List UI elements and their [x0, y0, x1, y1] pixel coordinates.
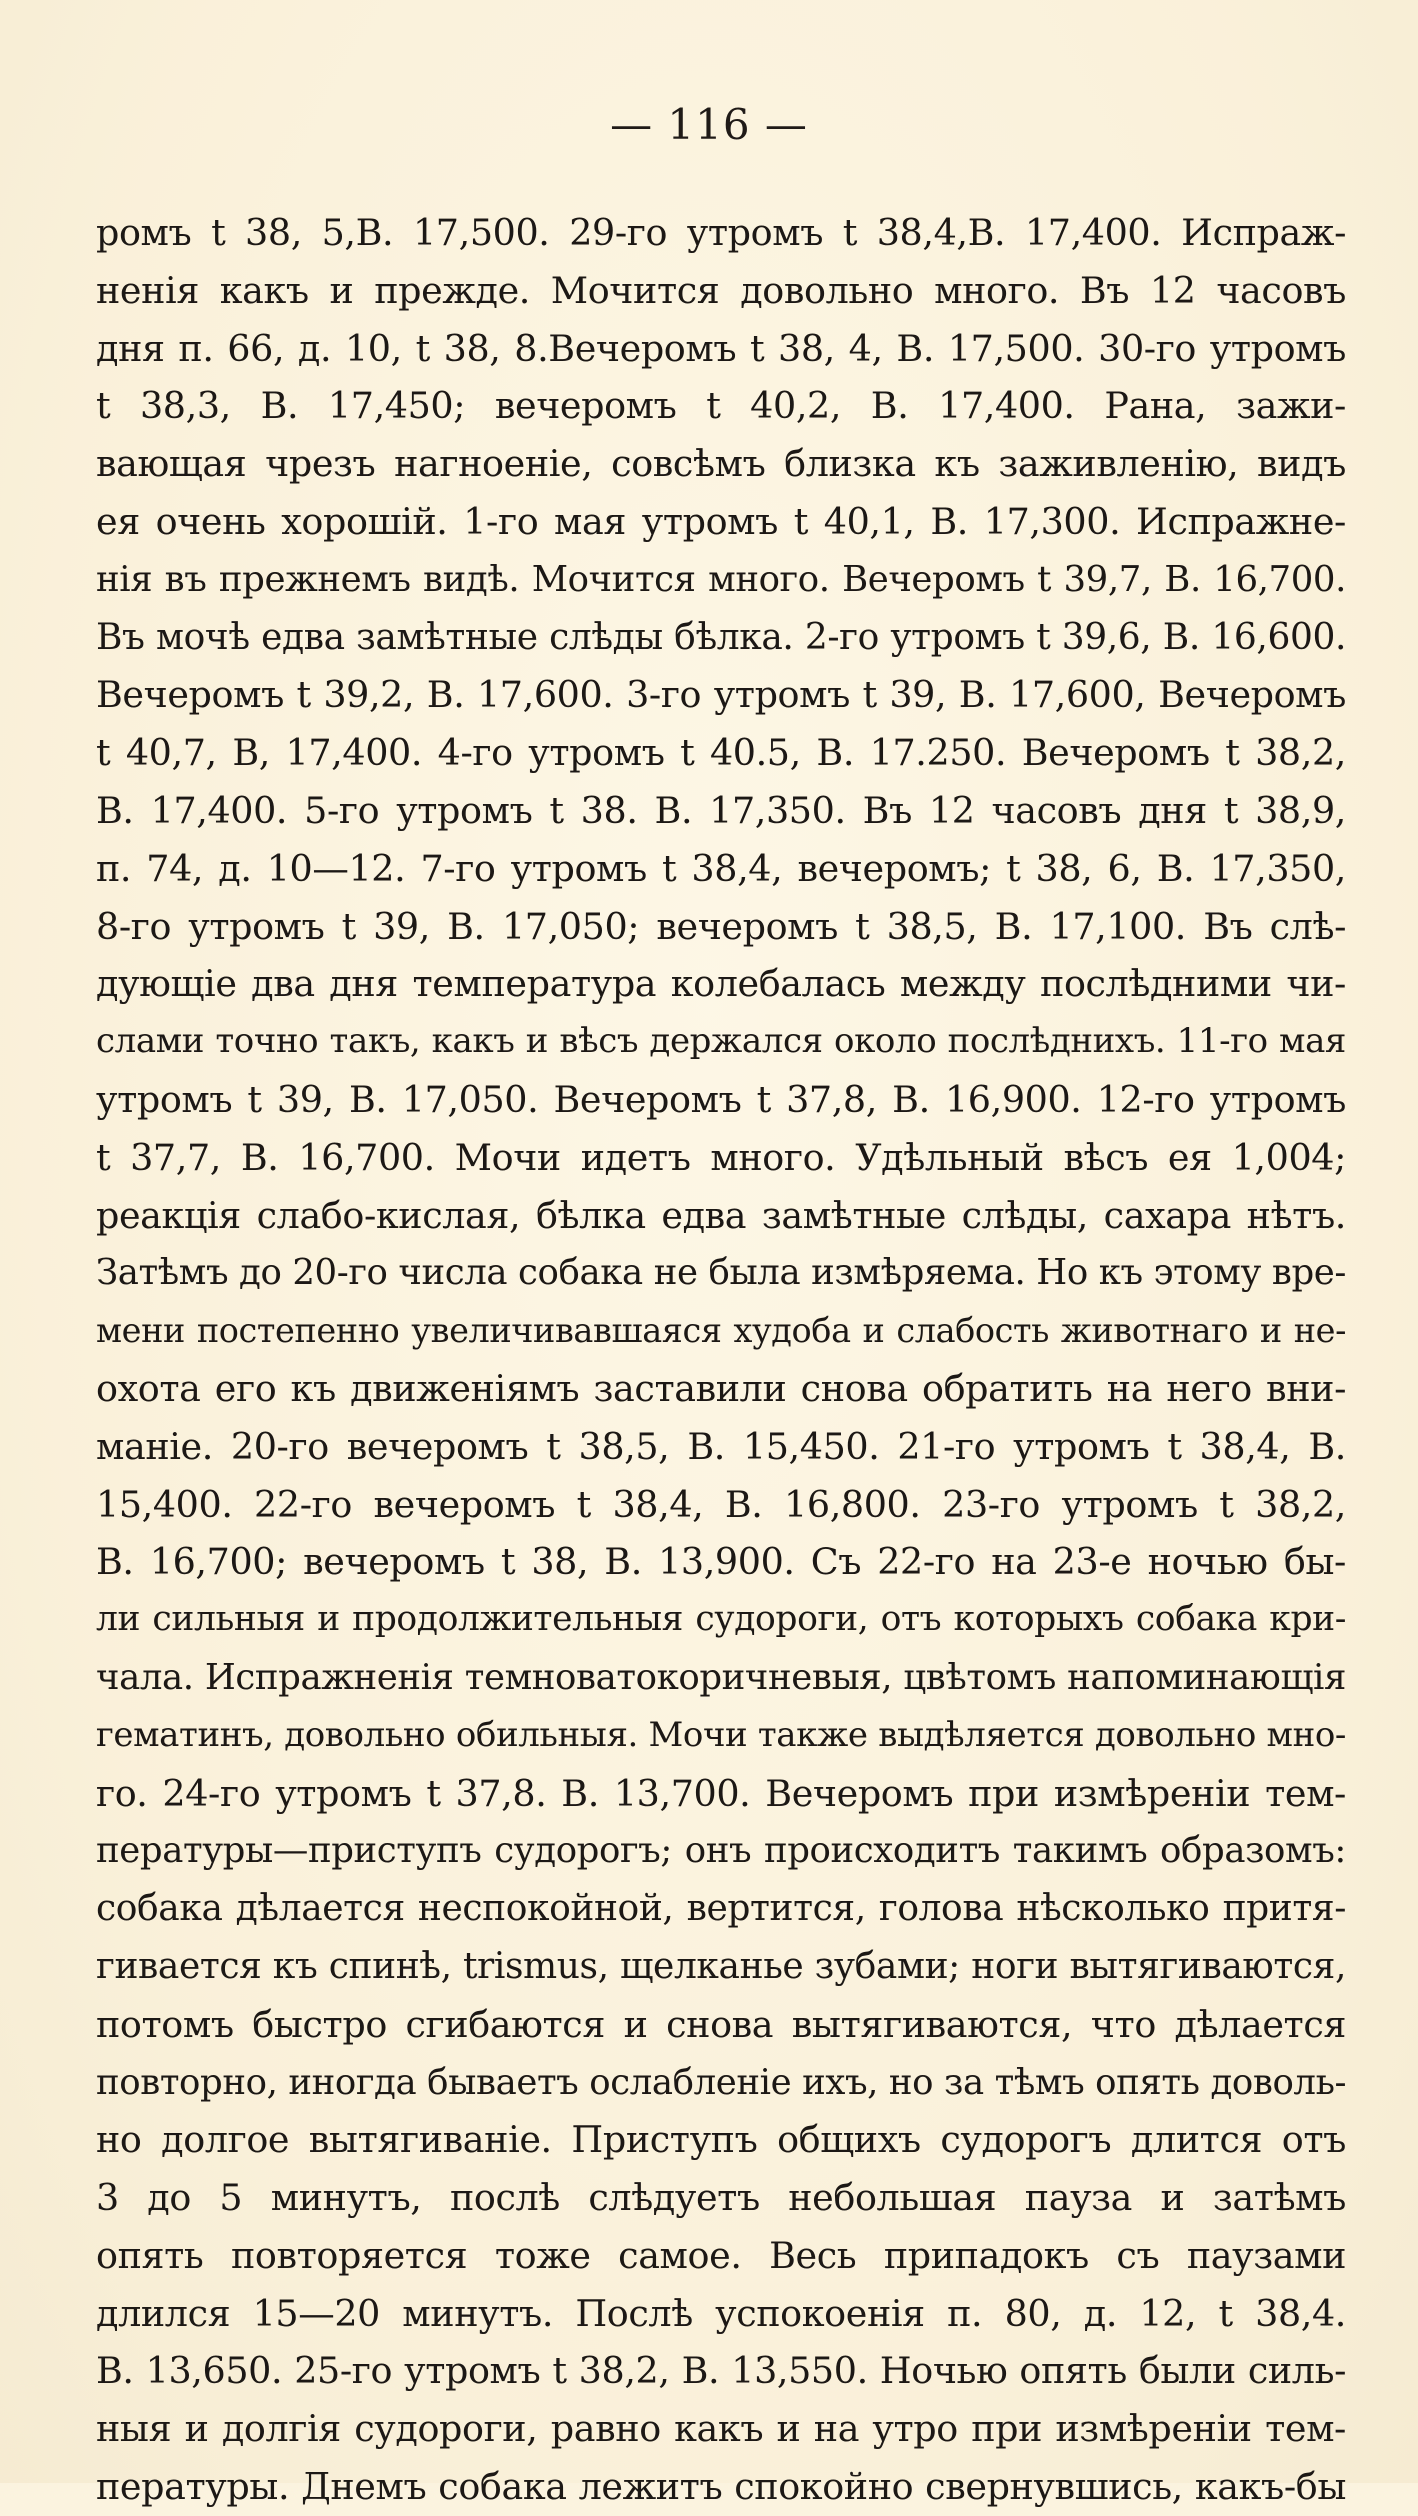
text-line: пературы—приступъ судорогъ; онъ происходитъ такимъ образомъ: — [96, 1830, 1346, 1872]
text-line: 3 до 5 минутъ, послѣ слѣдуетъ небольшая пауза и затѣмъ — [96, 2176, 1346, 2220]
text-line: но долгое вытягиваніе. Приступъ общихъ судорогъ длится отъ — [96, 2118, 1346, 2162]
body-text — [96, 204, 1346, 2516]
text-line: утромъ t 39, B. 17,050. Вечеромъ t 37,8, B. 16,900. 12-го утромъ — [96, 1077, 1346, 1121]
text-line: Вечеромъ t 39,2, B. 17,600. 3-го утромъ t 39, B. 17,600, Вечеромъ — [96, 673, 1346, 717]
text-line: мени постепенно увеличивавшаяся худоба и слабость животнаго и не- — [96, 1311, 1346, 1351]
text-line: 15,400. 22-го вечеромъ t 38,4, B. 16,800. 23-го утромъ t 38,2, — [96, 1482, 1346, 1526]
text-line: нія въ прежнемъ видѣ. Мочится много. Вечеромъ t 39,7, B. 16,700. — [96, 558, 1346, 600]
text-line: Въ мочѣ едва замѣтные слѣды бѣлка. 2-го утромъ t 39,6, B. 16,600. — [96, 616, 1346, 658]
text-line: охота его къ движеніямъ заставили снова обратить на него вни- — [96, 1366, 1346, 1410]
text-line: п. 74, д. 10—12. 7-го утромъ t 38,4, вечеромъ; t 38, 6, В. 17,350, — [96, 846, 1346, 890]
text-line: реакція слабо-кислая, бѣлка едва замѣтные слѣды, сахара нѣтъ. — [96, 1193, 1346, 1237]
text-line: Затѣмъ до 20-го числа собака не была измѣряема. Но къ этому вре- — [96, 1252, 1346, 1294]
text-line: В. 16,700; вечеромъ t 38, B. 13,900. Съ 22-го на 23-е ночью бы- — [96, 1540, 1346, 1584]
text-line: собака дѣлается неспокойной, вертится, голова нѣсколько притя- — [96, 1888, 1346, 1930]
text-line: дня п. 66, д. 10, t 38, 8.Вечеромъ t 38, 4, B. 17,500. 30-го утромъ — [96, 326, 1346, 370]
text-line: t 37,7, В. 16,700. Мочи идетъ много. Удѣльный вѣсъ ея 1,004; — [96, 1135, 1346, 1179]
text-line: дующіе два дня температура колебалась между послѣдними чи- — [96, 962, 1346, 1006]
page-number: — 116 — — [610, 100, 808, 149]
text-line: гематинъ, довольно обильныя. Мочи также выдѣляется довольно мно- — [96, 1714, 1346, 1755]
text-line: повторно, иногда бываетъ ослабленіе ихъ, но за тѣмъ опять доволь- — [96, 2061, 1346, 2103]
text-line: чала. Испражненія темноватокоричневыя, цвѣтомъ напоминающія — [96, 1656, 1346, 1698]
text-line: слами точно такъ, какъ и вѣсъ держался около послѣднихъ. 11-го мая — [96, 1021, 1346, 1062]
text-line: 8-го утромъ t 39, В. 17,050; вечеромъ t 38,5, В. 17,100. Въ слѣ- — [96, 904, 1346, 948]
text-line: длился 15—20 минутъ. Послѣ успокоенія п. 80, д. 12, t 38,4. — [96, 2291, 1346, 2335]
text-line: ромъ t 38, 5,B. 17,500. 29-го утромъ t 38,4,B. 17,400. Испраж- — [96, 211, 1346, 254]
text-line: пературы. Днемъ собака лежитъ спокойно свернувшись, какъ-бы — [96, 2465, 1346, 2509]
text-line: гивается къ спинѣ, trismus, щелканье зубами; ноги вытягиваются, — [96, 1945, 1346, 1987]
text-line: вающая чрезъ нагноеніе, совсѣмъ близка къ заживленію, видъ — [96, 442, 1346, 486]
text-line: ненія какъ и прежде. Мочится довольно много. Въ 12 часовъ — [96, 268, 1346, 312]
text-line: ли сильныя и продолжительныя судороги, отъ которыхъ собака кри- — [96, 1599, 1346, 1640]
text-line: В. 13,650. 25-го утромъ t 38,2, B. 13,550. Ночью опять были силь- — [96, 2349, 1346, 2393]
text-line: t 40,7, B, 17,400. 4-го утромъ t 40.5, B. 17.250. Вечеромъ t 38,2, — [96, 731, 1346, 775]
text-line: опять повторяется тоже самое. Весь припадокъ съ паузами — [96, 2233, 1346, 2277]
text-line: ныя и долгія судороги, равно какъ и на утро при измѣреніи тем- — [96, 2407, 1346, 2451]
text-line: ея очень хорошій. 1-го мая утромъ t 40,1, В. 17,300. Испражне- — [96, 499, 1346, 543]
text-line: го. 24-го утромъ t 37,8. В. 13,700. Вечеромъ при измѣреніи тем- — [96, 1771, 1346, 1815]
text-line: маніе. 20-го вечеромъ t 38,5, В. 15,450. 21-го утромъ t 38,4, В. — [96, 1424, 1346, 1468]
text-line: В. 17,400. 5-го утромъ t 38. В. 17,350. Въ 12 часовъ дня t 38,9, — [96, 788, 1346, 832]
text-line: t 38,3, В. 17,450; вечеромъ t 40,2, В. 17,400. Рана, зажи- — [96, 384, 1346, 428]
text-line: потомъ быстро сгибаются и снова вытягиваются, что дѣлается — [96, 2002, 1346, 2046]
